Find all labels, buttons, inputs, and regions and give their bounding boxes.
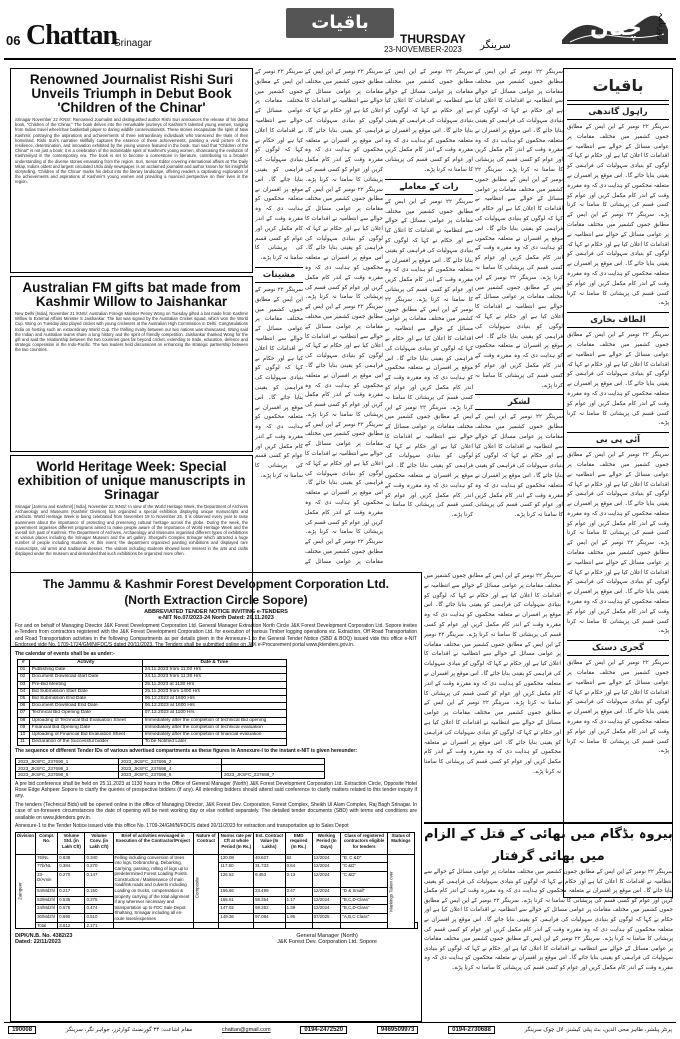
works-cell [285, 922, 312, 929]
urdu-text: سرینگر ۲۲ نومبر کے این ایس کے مطابق جموں کشمیر میں مختلف مقامات پر عوامی مسائل کے [305, 539, 383, 565]
schedule-row [18, 688, 287, 695]
schedule-cell: 25.11.2023 from 1400 Hrs [142, 688, 286, 695]
works-total-row [16, 922, 418, 929]
works-cell [113, 922, 193, 929]
works-nature-cell: Composite [193, 854, 219, 922]
story-body: New Delhi [India], November 21 /KNS/: Australian Foreign Minister Penny Wong on Tuesday gifted a bat made from Kashmir Willow to External Affairs Minister S Jaishankar. The bat was signed by the Australian Cricket squad, which won the World Cup. Wong on Tuesday also played cricket with young cricketers at the Australian High Commission in Delhi. Congratulations India on hosting such an extraordinary World Cup. The thrilling rivalry between our two nations was showcased. Wong said the Indian and Australian teams share a long history and the spirit of friendly competition. Jaishankar thanked Wong for the gift and said the relationship between the two countries goes far beyond cricket, extending to trade, education, defence and strategic cooperation in the Indo-Pacific. The two leaders held discussions on enhancing the strategic partnership between the two countries. [15, 311, 248, 353]
footer-pin: 190008 [8, 1026, 36, 1034]
tender-abbrev: ABBREVIATED TENDER NOTICE INVITING e-TENDERS [144, 609, 288, 615]
section-banner: باقیات [286, 8, 394, 38]
works-total-conv: 2.171 [85, 922, 113, 929]
works-cell: 0.676 [58, 905, 85, 914]
urdu-text: سرینگر ۲۲ نومبر کے این ایس کے مطابق جموں کشمیر میں مختلف مقامات پر عوامی مسائل کے حوالے سے انتظامیہ نے اقدامات کا اعلان کیا ہے اور حکام نے کہا کہ لوگوں کو بنیادی سہولیات کی فراہمی کو یقینی بنایا جائے گا۔ اس موقع پر افسران نے متعلقہ محکموں کو ہدایت دی کہ وہ مقررہ وقت کے اندر کام مکمل کریں اور عوام کو کسی قسم کی پریشانی کا سامنا نہ کرنا پڑے۔ [424, 936, 673, 971]
urdu-text: سرینگر ۲۲ نومبر کے این ایس کے مطابق جموں کشمیر میں مختلف مقامات پر عوامی مسائل کے حوالے سے انتظامیہ نے اقدامات کا اعلان کیا ہے اور حکام نے کہا کہ لوگوں کو بنیادی سہولیات کی فراہمی کو یقینی بنایا جائے گا۔ اس موقع پر افسران نے متعلقہ محکموں کو ہدایت دی کہ وہ مقررہ وقت کے اندر کام مکمل کریں اور عوام کو کسی قسم کی پریشانی کا سامنا نہ کرنا پڑے۔ [475, 414, 563, 519]
schedule-row [18, 724, 287, 731]
urdu-text: سرینگر ۲۲ نومبر کے این ایس کے مطابق جموں کشمیر میں مختلف مقامات پر عوامی مسائل کے حوالے سے انتظامیہ نے اقدامات کا اعلان کیا ہے اور حکام نے کہا کہ لوگوں کو بنیادی سہولیات کی فراہمی کو یقینی بنایا جائے گا۔ اس موقع پر افسران نے متعلقہ محکموں کو ہدایت دی کہ وہ مقررہ وقت کے اندر کام مکمل کریں اور عوام کو کسی قسم کی پریشانی کا سامنا نہ کرنا پڑے۔ [567, 212, 669, 307]
schedule-cell: Declaration of the Successful bidder [29, 739, 142, 746]
bottom-news-story [424, 822, 673, 1022]
tender-id-cell: 2023_JKSFC_237698_5 [16, 772, 119, 779]
works-cell: 0.375 [85, 896, 113, 905]
urdu-text: سرینگر ۲۲ نومبر کے این ایس کے مطابق جموں کشمیر میں مختلف مقامات پر عوامی مسائل کے حوالے سے انتظامیہ نے اقدامات کا اعلان کیا ہے اور حکام نے کہا کہ لوگوں کو بنیادی سہولیات کی فراہمی کو یقینی بنایا جائے گا۔ اس موقع پر افسران نے متعلقہ محکموں کو ہدایت دی کہ وہ مقررہ وقت کے اندر کام مکمل کریں اور عوام کو کسی قسم کی پریشانی کا سامنا نہ کرنا پڑے۔ [385, 198, 473, 303]
works-cell: "C &D" [341, 863, 388, 872]
works-cell: 53/Mdzhl [36, 896, 58, 905]
works-cell [341, 922, 388, 929]
schedule-cell: 07.12.2023 at 1100 Hrs [142, 710, 286, 717]
tender-note: The tenders (Technical Bids) will be opened online in the office of Managing Director, J&K Forest Dev. Corporation, Forest Complex, Sheikh Ul Alam Complex, Raj Bagh Srinagar. In case of un-foreseen circumstances the date of opening will be next working day or else notified separately. The detailed tender documents (SBD) with terms and conditions are available on www.jktenders.gov.in. [15, 801, 417, 821]
tender-nit: e-NIT No.07/2023-24 North Dated: 20.11.2023 [158, 615, 274, 621]
works-cell: 07/2025 [312, 913, 341, 922]
works-cell: 69.252 [254, 905, 286, 914]
schedule-row [18, 681, 287, 688]
story-body: Srinagar November 22 /KNS/: Renowned Journalist and distinguished author Rishi Suri announces the release of his debut book, "Children of the Chinar." The book delves into the remarkable journeys of Kashmir's talented young women, ranging from Indian travel wheelchair basketball player to daring wildlife conservationists. These stories encapsulate the spirit of New Kashmir, portraying the aspirations and achievements of three extraordinary individuals who transcend the trials of their homeland. Rishi Suri's narrative skillfully captures the essence of these achievements, painting a vivid picture of the resilience, determination, and innovation exhibited by the young women featured in the book. Suri said that "Children of the Chinar" is not just a book; it is a celebration of the indomitable spirit of Kashmir's young women, showcasing the evolution of Kashmiriyat in the contemporary era. The book is set to become a cornerstone in literature, contributing to a broader understanding of the diverse stories emanating from the region. Suri, Senior Editor covering international affairs at The Daily Milap, India's oldest and largest circulated Urdu daily newspaper, is an acclaimed journalist and author known for his insightful storytelling. 'Children of the Chinar' marks his debut into the literary landscape, offering readers a captivating exploration of the achievements and aspirations of Kashmir's young women and providing a nuanced perspective on their lives in the region. [15, 117, 248, 185]
tender-title: The Jammu & Kashmir Forest Development Corporation Ltd. [42, 577, 390, 591]
works-activities-cell: Felling including conversion of trees into logs, Debranching, Debarking, Carrying, passing, rolling of logs up to predetermined Forest Loading Points. Construction / Maintenance of main road/link roads and culverts including Loading on trucks, compensation & property carrying of the total alignment if any wherever necessary and transportation up to FDC Sale Depot Shaltang, Srinagar including all en-route loses/expenses [113, 854, 193, 922]
works-cell: 1.39 [285, 905, 312, 914]
urdu-text: سرینگر ۲۲ نومبر کے این ایس کے مطابق جموں کشمیر میں مختلف مقامات پر عوامی مسائل کے حوالے سے انتظامیہ نے اقدامات کا اعلان کیا ہے اور حکام نے کہا کہ لوگوں کو بنیادی سہولیات کی فراہمی کو یقینی بنایا جائے گا۔ اس موقع پر افسران نے متعلقہ محکموں کو ہدایت دی کہ وہ مقررہ وقت کے اندر کام مکمل کریں اور عوام کو کسی قسم کی پریشانی کا سامنا نہ کرنا پڑے۔ [567, 452, 669, 547]
tender-id-cell [222, 758, 325, 765]
urdu-text: سرینگر ۲۲ نومبر کے این ایس کے مطابق جموں کشمیر میں مختلف مقامات پر عوامی مسائل کے حوالے سے انتظامیہ نے اقدامات کا اعلان کیا ہے اور حکام نے کہا کہ لوگوں کو بنیادی سہولیات کی فراہمی کو یقینی بنایا جائے گا۔ اس موقع پر افسران نے متعلقہ محکموں کو ہدایت دی کہ وہ مقررہ وقت کے اندر کام مکمل کریں اور عوام کو کسی قسم کی پریشانی کا سامنا نہ کرنا پڑے۔ [385, 69, 473, 173]
schedule-row [18, 667, 287, 674]
tender-id-cell: 2023_JKSFC_237690_1 [16, 758, 119, 765]
tender-intro: For and on behalf of Managing Director J&K Forest Development Corporation Ltd. General Manager Extraction North Circle J&K Forest Development Corporation Ltd. Sopore invites e-Tenders from contractors registered with the J&K Forest Development Corporation Ltd. for execution of various Timber logging operations viz. Extraction, Off Road Transportation and Road Transportation activities in the following Compartments as per details given in the Annexure-1 to the General Tender Notice (SBD & BOQ) issued vide this office e-NIT Endorsed vide No. 1709-1724/GM/N/FDC/S dated 20/11/2023. The Tenders shall be submitted online on J&K e-Procurement portal www.jktenders.gov.in. [15, 623, 417, 649]
tender-signatory-org: J&K Forest Dev. Corporation Ltd. Sopore [277, 939, 377, 946]
schedule-cell: 09 [18, 724, 30, 731]
works-cell: 12/2024 [312, 887, 341, 896]
works-cell: 156.66 [219, 887, 254, 896]
footer-printer: پرنٹر پبلشر، طاہر محی الدین، بٹ پبلی کیشنز، لال چوک سرینگر [524, 1027, 672, 1033]
works-cell: 0.270 [58, 871, 85, 887]
urdu-text: سرینگر ۲۲ نومبر کے این ایس کے مطابق جموں کشمیر میں مختلف مقامات پر عوامی مسائل کے حوالے سے انتظامیہ نے اقدامات کا اعلان کیا ہے اور حکام نے کہا کہ لوگوں کو بنیادی سہولیات کی فراہمی کو یقینی بنایا جائے گا۔ اس موقع پر افسران نے متعلقہ محکموں کو ہدایت دی کہ وہ مقررہ وقت کے اندر کام مکمل کریں اور عوام کو کسی قسم کی پریشانی کا سامنا نہ کرنا پڑے۔ [305, 421, 383, 536]
urdu-subhead: رات کے معاملے [385, 179, 473, 195]
story-rishi-suri [10, 68, 253, 273]
works-cell: 117.50 [219, 863, 254, 872]
schedule-row [18, 717, 287, 724]
urdu-text: سرینگر ۲۲ نومبر کے این ایس کے مطابق جموں کشمیر میں مختلف مقامات پر عوامی مسائل کے حوالے سے انتظامیہ نے اقدامات کا اعلان کیا ہے اور حکام نے کہا کہ لوگوں کو بنیادی سہولیات کی فراہمی کو یقینی بنایا جائے گا۔ اس موقع پر افسران نے متعلقہ محکموں کو ہدایت دی کہ وہ مقررہ وقت کے اندر کام مکمل کریں اور عوام کو کسی قسم کی پریشانی کا سامنا نہ کرنا پڑے۔ [424, 897, 673, 943]
works-cell [193, 922, 219, 929]
schedule-cell: Uploading of Financial Bid Evaluation Sheet [29, 732, 142, 739]
schedule-header-cell: # [18, 660, 30, 667]
works-cell [312, 922, 341, 929]
urdu-text: سرینگر ۲۲ نومبر کے این ایس کے مطابق جموں کشمیر میں مختلف مقامات پر عوامی مسائل کے حوالے سے انتظامیہ نے اقدامات کا اعلان کیا ہے اور حکام نے کہا کہ لوگوں کو بنیادی سہولیات کی فراہمی کو یقینی بنایا جائے گا۔ اس موقع پر افسران نے متعلقہ محکموں کو ہدایت دی کہ وہ مقررہ وقت کے اندر کام مکمل کریں اور عوام کو کسی قسم کی پریشانی کا سامنا نہ کرنا پڑے۔ [567, 332, 669, 427]
tender-ids-label: The sequence of different Tender IDs of various advertised compartments as these figures in Annexure-I to the instant e-NIT is given hereunder: [15, 748, 358, 755]
urdu-column-lower [424, 572, 561, 822]
works-cell: 58.354 [254, 896, 286, 905]
urdu-text: سرینگر ۲۲ نومبر کے این ایس کے مطابق جموں کشمیر میں مختلف مقامات پر عوامی مسائل کے حوالے سے انتظامیہ نے اقدامات کا اعلان کیا ہے اور حکام نے کہا کہ لوگوں کو بنیادی سہولیات کی فراہمی کو یقینی بنایا جائے گا۔ اس موقع پر افسران نے متعلقہ محکموں کو ہدایت دی کہ وہ مقررہ وقت کے اندر کام مکمل کریں اور عوام کو کسی قسم کی پریشانی کا سامنا نہ کرنا پڑے۔ [475, 274, 563, 389]
schedule-cell: 04 [18, 688, 30, 695]
baqiyat-heading: باقیات [567, 72, 669, 101]
story-kashmir-willow [10, 276, 253, 452]
urdu-text: سرینگر ۲۲ نومبر کے این ایس کے مطابق جموں کشمیر میں مختلف مقامات پر عوامی مسائل کے حوالے سے انتظامیہ نے اقدامات کا اعلان کیا ہے اور حکام نے کہا کہ لوگوں کو بنیادی سہولیات کی فراہمی کو یقینی بنایا جائے گا۔ اس موقع پر افسران نے متعلقہ محکموں کو ہدایت دی کہ وہ مقررہ وقت کے اندر کام مکمل کریں اور عوام کو کسی قسم کی پریشانی کا سامنا نہ کرنا پڑے۔ [424, 700, 561, 775]
works-cell: 12/2024 [312, 905, 341, 914]
schedule-cell: Uploading of Technical Bid Evaluation Sheet [29, 717, 142, 724]
schedule-cell: Immediately after the completion of technical Bid opening [142, 717, 286, 724]
schedule-cell: Immediately after the completion of financial evaluation [142, 732, 286, 739]
schedule-header-cell: Activity [29, 660, 142, 667]
urdu-text: سرینگر ۲۲ نومبر کے این ایس کے مطابق جموں کشمیر میں مختلف مقامات پر عوامی مسائل کے حوالے سے انتظامیہ نے اقدامات کا اعلان کیا ہے اور حکام نے کہا کہ لوگوں کو بنیادی سہولیات کی فراہمی کو یقینی بنایا جائے گا۔ اس موقع پر افسران نے متعلقہ محکموں کو ہدایت دی کہ وہ مقررہ وقت کے اندر کام مکمل کریں اور عوام کو کسی قسم کی پریشانی کا سامنا نہ کرنا پڑے۔ [305, 69, 383, 183]
schedule-row [18, 703, 287, 710]
works-header-cell: Class of registered contractors eligible for tenders [341, 832, 388, 854]
works-cell: 54/Mdzhl [36, 887, 58, 896]
tender-calendar-label: The calendar of events shall be as under:- [15, 650, 115, 657]
urdu-text: سرینگر ۲۲ نومبر کے این ایس کے مطابق جموں کشمیر میں مختلف مقامات پر عوامی مسائل کے حوالے سے انتظامیہ نے اقدامات کا اعلان کیا ہے اور حکام نے کہا کہ لوگوں کو بنیادی سہولیات کی فراہمی کو یقینی بنایا جائے گا۔ اس موقع پر افسران نے متعلقہ محکموں کو ہدایت دی کہ وہ مقررہ وقت کے اندر کام مکمل کریں اور عوام کو کسی قسم کی پریشانی کا سامنا نہ کرنا پڑے۔ [305, 186, 383, 301]
tender-id-row [16, 772, 325, 779]
brand-city: Srinagar [114, 38, 152, 49]
urdu-column-baqiyat [563, 68, 673, 898]
urdu-text: سرینگر ۲۲ نومبر کے این ایس کے مطابق جموں کشمیر میں مختلف مقامات پر عوامی مسائل کے حوالے سے انتظامیہ نے اقدامات کا اعلان کیا ہے اور حکام نے کہا کہ لوگوں کو بنیادی سہولیات کی فراہمی کو یقینی بنایا جائے گا۔ اس موقع پر افسران نے متعلقہ محکموں کو ہدایت دی کہ وہ مقررہ وقت کے اندر کام مکمل کریں اور عوام کو کسی قسم کی پریشانی کا سامنا نہ کرنا پڑے۔ [567, 540, 669, 635]
footer-address: مقام اشاعت: ۳۴ گورنمنٹ کوارٹرز، جواہر نگر، سرینگر [65, 1027, 193, 1033]
works-cell: 23.499 [254, 887, 286, 896]
issue-day: THURSDAY [400, 32, 466, 46]
works-cell: 76/NL [36, 854, 58, 863]
works-cell: 147.02 [219, 905, 254, 914]
urdu-subhead: لشکر [475, 394, 563, 410]
footer-phone-2: 0194-2472520 [300, 1026, 347, 1034]
page-number: 06 [6, 33, 21, 48]
schedule-cell: 24.11.2023 from 11:30 Hrs [142, 674, 286, 681]
works-cell: 12/2024 [312, 854, 341, 863]
works-cell: 97.084 [254, 913, 286, 922]
story-headline: World Heritage Week: Special exhibition of unique manuscripts in Srinagar [17, 459, 246, 502]
works-cell: 24/Mdzhl [36, 905, 58, 914]
works-cell: 0.340 [85, 854, 113, 863]
works-cell: 23-D/Amin [36, 871, 58, 887]
schedule-row [18, 710, 287, 717]
urdu-text: سرینگر ۲۲ نومبر کے این ایس کے مطابق جموں کشمیر میں مختلف مقامات پر عوامی مسائل کے حوالے سے انتظامیہ نے اقدامات کا اعلان کیا ہے اور حکام نے کہا کہ لوگوں کو بنیادی سہولیات کی فراہمی کو یقینی بنایا جائے گا۔ اس موقع پر افسران نے متعلقہ محکموں کو ہدایت دی کہ وہ مقررہ وقت کے اندر کام مکمل کریں اور عوام کو کسی قسم کی پریشانی کا سامنا نہ کرنا پڑے۔ [475, 69, 563, 173]
urdu-text: سرینگر ۲۲ نومبر کے این ایس کے مطابق جموں کشمیر میں مختلف مقامات پر عوامی مسائل کے حوالے سے انتظامیہ نے اقدامات کا اعلان کیا ہے اور حکام نے کہا کہ لوگوں کو بنیادی سہولیات کی فراہمی کو یقینی بنایا جائے گا۔ اس موقع پر افسران نے متعلقہ محکموں کو ہدایت دی کہ وہ مقررہ وقت کے اندر کام مکمل کریں اور عوام کو کسی قسم کی پریشانی کا سامنا نہ کرنا پڑے۔ [567, 124, 669, 219]
story-headline: Australian FM gifts bat made from Kashmir Willow to Jaishankar [22, 280, 241, 309]
works-cell: 120.08 [219, 854, 254, 863]
issue-date: 23-NOVEMBER-2023 [384, 45, 462, 54]
tender-notice [10, 572, 422, 1022]
schedule-cell: 03 [18, 681, 30, 688]
tender-id-cell: 2023_JKSFC_237698_6 [119, 772, 222, 779]
daily-label: روزنامہ [656, 12, 666, 41]
works-cell: 0.535 [58, 896, 85, 905]
works-cell: 155.61 [219, 896, 254, 905]
urdu-text: سرینگر ۲۲ نومبر کے این ایس کے مطابق جموں کشمیر میں مختلف مقامات پر عوامی مسائل کے حوالے سے انتظامیہ نے اقدامات کا اعلان کیا ہے اور حکام نے کہا کہ لوگوں کو بنیادی سہولیات کی فراہمی کو یقینی بنایا جائے گا۔ اس موقع پر افسران نے متعلقہ محکموں کو ہدایت دی کہ وہ مقررہ وقت کے اندر کام مکمل کریں اور عوام کو کسی قسم کی پریشانی کا سامنا نہ کرنا پڑے۔ [567, 660, 669, 755]
tender-id-row [16, 758, 325, 765]
urdu-text: سرینگر ۲۲ نومبر کے این ایس کے مطابق جموں کشمیر میں مختلف مقامات پر عوامی مسائل کے حوالے سے انتظامیہ نے اقدامات کا اعلان کیا ہے اور حکام نے کہا کہ لوگوں کو بنیادی سہولیات کی فراہمی کو یقینی بنایا جائے گا۔ اس موقع پر افسران نے متعلقہ محکموں کو ہدایت دی کہ وہ مقررہ وقت کے اندر کام مکمل کریں اور عوام کو کسی قسم کی پریشانی کا سامنا نہ کرنا پڑے۔ [424, 869, 673, 904]
works-header-cell: Working Period (In Days) [312, 832, 341, 854]
works-cell: 30/Mdzhl [36, 913, 58, 922]
works-cell: "A,B,C Class" [341, 913, 388, 922]
tender-id-cell: 2023_JKSFC_237698_4 [119, 765, 222, 772]
tender-id-cell: 2023_JKSFC_237698_7 [222, 772, 325, 779]
tender-id-cell: 2023_JKSFC_237698_3 [16, 765, 119, 772]
works-cell: "D & Small" [341, 887, 388, 896]
schedule-cell: 25.11.2023 at 1130 Hrs [142, 681, 286, 688]
tender-dipk: DIPK/N.B. No. 4382/23 [15, 933, 73, 940]
works-cell: 0.690 [58, 913, 85, 922]
works-cell: 0.384 [58, 863, 85, 872]
tender-id-cell: 2023_JKSFC_237696_2 [119, 758, 222, 765]
works-header-cell: Norms rate per Cft at whole Period (In Rs.) [219, 832, 254, 854]
schedule-cell: Immediately after the completion of technical evaluation [142, 724, 286, 731]
urdu-text: سرینگر ۲۲ نومبر کے این ایس کے مطابق جموں کشمیر میں مختلف مقامات پر عوامی مسائل کے حوالے سے انتظامیہ نے اقدامات کا اعلان کیا ہے اور حکام نے کہا کہ لوگوں کو بنیادی سہولیات کی فراہمی کو یقینی بنایا جائے گا۔ اس موقع پر افسران نے متعلقہ محکموں کو ہدایت دی کہ وہ مقررہ وقت کے اندر کام مکمل کریں اور عوام کو کسی قسم کی پریشانی کا سامنا نہ کرنا پڑے۔ [475, 166, 563, 281]
works-cell: 0.270 [85, 863, 113, 872]
tender-ids-table [15, 758, 325, 779]
works-cell: 0.13 [285, 871, 312, 887]
works-cell: 149.36 [219, 913, 254, 922]
urdu-text: سرینگر ۲۲ نومبر کے این ایس کے مطابق جموں کشمیر میں مختلف مقامات پر عوامی مسائل کے حوالے سے انتظامیہ نے اقدامات کا اعلان کیا ہے اور حکام نے کہا کہ لوگوں کو بنیادی سہولیات کی فراہمی کو یقینی بنایا جائے گا۔ اس موقع پر افسران نے متعلقہ محکموں کو ہدایت دی کہ وہ مقررہ وقت کے اندر کام مکمل کریں اور عوام کو کسی قسم کی پریشانی کا سامنا نہ کرنا پڑے۔ [385, 296, 473, 411]
urdu-subhead: مشینات [255, 267, 303, 283]
story-body: Srinagar [Jammu and Kashmir] [India], November 22 /KNS/: In view of the World Heritage Week, the Department of Archives Archaeology and Museums (Kashmir Division) has organized a special exhibition displaying unique manuscripts and artefacts. World Heritage Week is being celebrated from November 19 to November 25. It is observed every year to raise awareness about the importance of protecting and preserving cultural heritage across the globe. During the week, the government organises different programs aimed to make people aware of the importance of World Heritage Week and the overall rich past of Kashmir. The Department of Archives, Archaeology and Museums organised different types of exhibitions at various places including the Srinagar Museum and the art gallery. Shergarhi Complex Srinagar which attracted a huge number of people including students. At this event, the department organized painting exhibitions and displayed rare manuscripts, old arms and traditional dresses. The visitors including students showed keen interest in the arts and crafts displayed under the museum and demanded that such exhibitions be organized more often. [15, 504, 248, 556]
schedule-cell: 06.12.2023 at 1600 Hrs [142, 696, 286, 703]
schedule-cell: 08 [18, 717, 30, 724]
schedule-row [18, 732, 287, 739]
brand-name: Chattan [26, 20, 118, 51]
works-total-std: 3.612 [58, 922, 85, 929]
works-cell: 0.47 [285, 887, 312, 896]
schedule-cell: Document Download End Date [29, 703, 142, 710]
works-cell: 126.52 [219, 871, 254, 887]
schedule-row [18, 739, 287, 746]
schedule-header-cell: Date & Time [142, 660, 286, 667]
tender-annex: Annexure-1 to the Tender Notice issued vide this office No. 1709-24/GM/N/FDC/S dated 20/11/2023 for extraction and transportation up to Sales Depot [15, 823, 349, 830]
urdu-text: سرینگر ۲۲ نومبر کے این ایس کے مطابق جموں کشمیر میں مختلف مقامات پر عوامی مسائل کے حوالے سے انتظامیہ نے اقدامات کا اعلان کیا ہے اور حکام نے کہا کہ لوگوں کو بنیادی سہولیات کی فراہمی کو یقینی بنایا جائے گا۔ اس موقع پر افسران نے متعلقہ محکموں کو ہدایت دی کہ وہ مقررہ وقت کے اندر کام مکمل کریں اور عوام کو کسی قسم کی پریشانی کا سامنا نہ کرنا پڑے۔ [305, 304, 383, 418]
urdu-text: سرینگر ۲۲ نومبر کے این ایس کے مطابق جموں کشمیر میں مختلف مقامات پر عوامی مسائل کے حوالے سے انتظامیہ نے اقدامات کا اعلان کیا ہے اور حکام نے کہا کہ لوگوں کو بنیادی سہولیات کی فراہمی کو یقینی بنایا جائے گا۔ اس موقع پر افسران نے متعلقہ محکموں کو ہدایت دی کہ وہ مقررہ وقت کے اندر کام مکمل کریں اور عوام کو کسی قسم کی پریشانی کا سامنا نہ کرنا پڑے۔ [424, 573, 561, 638]
works-division-cell: Zaingeer [16, 854, 36, 929]
schedule-cell: Bid Submission Start Date [29, 688, 142, 695]
works-header-cell: Division [16, 832, 36, 854]
works-row [16, 854, 418, 863]
footer-fax: 0194-2730688 [448, 1026, 495, 1034]
urdu-column-1 [255, 68, 303, 568]
paper-logo [560, 10, 670, 54]
schedule-cell: 10 [18, 732, 30, 739]
urdu-text: سرینگر ۲۲ نومبر کے این ایس کے مطابق جموں کشمیر میں مختلف مقامات پر عوامی مسائل کے حوالے سے انتظامیہ نے اقدامات کا اعلان کیا ہے اور حکام نے کہا کہ لوگوں کو بنیادی سہولیات کی فراہمی کو یقینی بنایا جائے گا۔ اس موقع پر افسران نے متعلقہ محکموں کو ہدایت دی کہ وہ مقررہ وقت کے اندر کام مکمل کریں اور عوام کو کسی قسم کی پریشانی کا سامنا نہ کرنا پڑے۔ [255, 69, 303, 262]
tender-id-cell [222, 765, 325, 772]
works-cell [254, 922, 286, 929]
schedule-cell: 01 [18, 667, 30, 674]
works-header-cell: Est. Contract Value (In Lakhs) [254, 832, 286, 854]
works-cell: "B, C &D" [341, 854, 388, 863]
works-cell: 0.474 [85, 905, 113, 914]
tender-works-table [15, 832, 418, 930]
works-cell: 1.17 [285, 896, 312, 905]
works-cell [414, 922, 417, 929]
schedule-cell: To be Notified Later [142, 739, 286, 746]
urdu-column-4 [475, 68, 563, 568]
works-cell: 1.95 [285, 913, 312, 922]
schedule-cell: Technical Bid Opening Date [29, 710, 142, 717]
tender-signatory: General Manager (North) [296, 933, 358, 940]
schedule-cell: 06 [18, 703, 30, 710]
schedule-row [18, 674, 287, 681]
bottom-headline: بیروہ بڈگام میں بھائی کے قتل کے الزام میں بھائی گرفتار [424, 827, 673, 864]
works-cell: 12/2024 [312, 896, 341, 905]
footer-email[interactable]: chattan@gmail.com [221, 1027, 271, 1033]
tender-subtitle: (North Extraction Circle Sopore) [124, 593, 308, 607]
works-cell: 0.838 [58, 854, 85, 863]
works-cell: 8.453 [254, 871, 286, 887]
story-headline: Renowned Journalist Rishi Suri Unveils Triumph in Debut Book 'Children of the Chinar' [29, 72, 234, 115]
works-header-cell: Nature of Contract [193, 832, 219, 854]
schedule-cell: 06.12.2023 at 1600 Hrs [142, 703, 286, 710]
works-cell: 31.733 [254, 863, 286, 872]
works-cell: "B,C,D-Class" [341, 896, 388, 905]
works-status-cell: Markings Taken over [387, 854, 414, 929]
works-header-cell: Compt. No. [36, 832, 58, 854]
works-cell: 77b/NL [36, 863, 58, 872]
works-header-cell: Volume Conv. (in Lakh Cft) [85, 832, 113, 854]
tender-dated: Dated: 22/11/2023 [15, 939, 61, 946]
works-cell: "B,C,D-Class" [341, 905, 388, 914]
urdu-column-3 [385, 68, 473, 568]
works-cell: 0.150 [85, 887, 113, 896]
works-cell: 62 [285, 854, 312, 863]
tender-id-row [16, 765, 325, 772]
imprint-footer [4, 1022, 676, 1037]
paper-logo-text: چٹان [590, 16, 642, 41]
city-urdu: سرینگر [480, 40, 511, 51]
urdu-subhead: گجری دستک [567, 640, 669, 656]
schedule-cell: Publishing Date [29, 667, 142, 674]
urdu-subhead: راہول گاندھی [567, 104, 669, 120]
english-column [10, 68, 253, 563]
works-cell: 0.217 [58, 887, 85, 896]
schedule-cell: 02 [18, 674, 30, 681]
urdu-text: سرینگر ۲۲ نومبر کے این ایس کے مطابق جموں کشمیر میں مختلف مقامات پر عوامی مسائل کے حوالے سے انتظامیہ نے اقدامات کا اعلان کیا ہے اور حکام نے کہا کہ لوگوں کو بنیادی سہولیات کی فراہمی کو یقینی بنایا جائے گا۔ اس موقع پر افسران نے متعلقہ محکموں کو ہدایت دی کہ وہ مقررہ وقت کے اندر کام مکمل کریں اور عوام کو کسی قسم کی پریشانی کا سامنا نہ کرنا پڑے۔ [385, 404, 473, 519]
schedule-cell: Document Download start Date [29, 674, 142, 681]
tender-schedule-table [17, 659, 287, 746]
works-header-cell: Status of Markings [387, 832, 414, 854]
schedule-cell: Pre-Bid Meeting [29, 681, 142, 688]
works-header-cell: Brief of activities envisaged in Execution of the Contractor/Project [113, 832, 193, 854]
works-cell: 12/2024 [312, 863, 341, 872]
works-cell: 40.627 [254, 854, 286, 863]
works-cell [219, 922, 254, 929]
works-header-cell: EMD required (In Rs.) [285, 832, 312, 854]
schedule-cell: 11 [18, 739, 30, 746]
schedule-cell: Bid Submission End Date [29, 696, 142, 703]
schedule-cell: 24.11.2023 from 11:00 Hrs [142, 667, 286, 674]
tender-prebid: A pre bid conference shall be held on 25.11.2023 at 1130 hours in the Office of General Manager (North) J&K Forest Development Corporation Ltd. Extraction Circle, Opposite Hotel Rose Edge Ashpeer Sopore to clarify the queries of prospective bidders (if any). All intending bidders should attend said conference to clarify matters related to this tender inquiry if any. [15, 780, 417, 800]
schedule-cell: 05 [18, 696, 30, 703]
urdu-text: سرینگر ۲۲ نومبر کے این ایس کے مطابق جموں کشمیر میں مختلف مقامات پر عوامی مسائل کے حوالے سے انتظامیہ نے اقدامات کا اعلان کیا ہے اور حکام نے کہا کہ لوگوں کو بنیادی سہولیات کی فراہمی کو یقینی بنایا جائے گا۔ اس موقع پر افسران نے متعلقہ محکموں کو ہدایت دی کہ وہ مقررہ وقت کے اندر کام مکمل کریں اور عوام کو کسی قسم کی پریشانی کا سامنا نہ کرنا پڑے۔ [424, 631, 561, 707]
schedule-row [18, 696, 287, 703]
urdu-subhead: آئی پی بی [567, 432, 669, 448]
urdu-text: سرینگر ۲۲ نومبر کے این ایس کے مطابق جموں کشمیر میں مختلف مقامات پر عوامی مسائل کے حوالے سے انتظامیہ نے اقدامات کا اعلان کیا ہے اور حکام نے کہا کہ لوگوں کو بنیادی سہولیات کی فراہمی کو یقینی بنایا جائے گا۔ اس موقع پر افسران نے متعلقہ محکموں کو ہدایت دی کہ وہ مقررہ وقت کے اندر کام مکمل کریں اور عوام کو کسی قسم کی پریشانی کا سامنا نہ کرنا پڑے۔ [255, 286, 303, 480]
works-header-cell: Volume Std. (in Lakh Cft) [58, 832, 85, 854]
works-cell: 0.510 [85, 913, 113, 922]
works-cell: 0.147 [85, 871, 113, 887]
works-cell: 0.64 [285, 863, 312, 872]
works-total-label: Total [36, 922, 58, 929]
urdu-column-2 [305, 68, 383, 568]
schedule-cell: Financial Bid Opening Date [29, 724, 142, 731]
footer-phone-1: 9469509973 [377, 1026, 418, 1034]
works-cell: 12/2024 [312, 871, 341, 887]
works-cell: "C &D" [341, 871, 388, 887]
schedule-cell: 07 [18, 710, 30, 717]
urdu-subhead: الطاف بخاری [567, 312, 669, 328]
